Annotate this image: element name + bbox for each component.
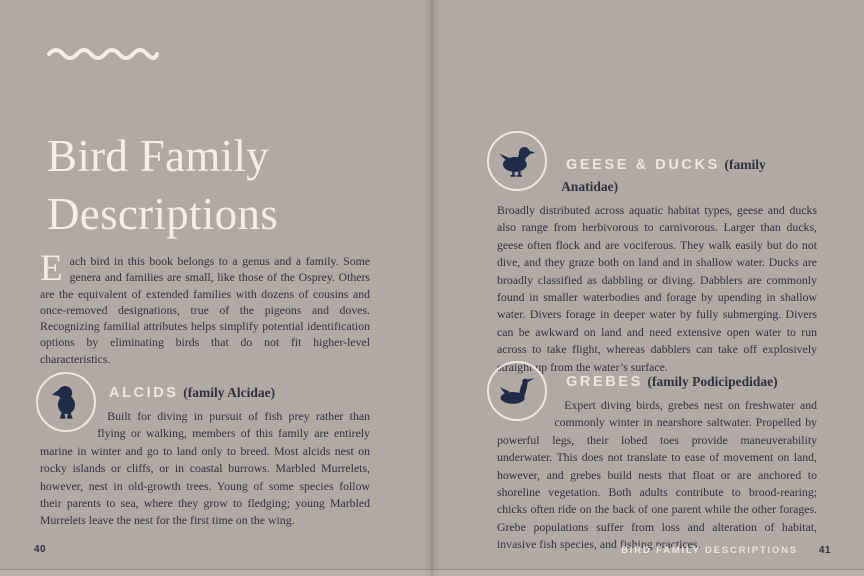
running-footer-title: BIRD FAMILY DESCRIPTIONS xyxy=(621,545,798,556)
grebes-icon-wrap xyxy=(487,361,547,421)
duck-icon xyxy=(487,131,547,191)
page-number-left: 40 xyxy=(34,544,47,555)
intro-paragraph xyxy=(40,248,370,367)
section-name: GEESE & DUCKS xyxy=(566,157,720,173)
page-bottom-highlight xyxy=(0,570,864,576)
alcids-icon-wrap xyxy=(36,372,96,432)
geese-ducks-body: Broadly distributed across aquatic habitat types, geese and ducks also range from herbivorous to carnivorous. Larger than ducks, geese often flock and are vociferous. They walk easily but do not dive, and they graze both on land and in shallow water. Ducks are broadly classified as dabbling or diving. Dabblers are commonly found in smaller waterbodies and forage by upending in shallow water. Divers forage in deeper water by fully submerging. Divers can be awkward on land and need extensive open water to run across to take flight, whereas dabblers can take off explosively straight up from the water’s surface. xyxy=(497,203,817,374)
page-spine-shadow xyxy=(422,0,442,576)
section-family: (family Anatidae) xyxy=(561,157,766,194)
puffin-icon xyxy=(36,372,96,432)
section-family: (family Alcidae) xyxy=(183,385,276,400)
geese-icon-wrap xyxy=(487,131,547,191)
chapter-intro xyxy=(40,248,370,367)
footer-right xyxy=(621,545,831,556)
page-number-right: 41 xyxy=(818,545,831,556)
intro-text: ach bird in this book belongs to a genus and a family. Some genera and families are small, like those of the Osprey. Others are the equivalent of extended families with dozens of cousins and once-removed designations, true of the pigeons and doves. Recognizing familial attributes helps simplify potential identification options by eliminating birds that do not fit higher-level characteristics. xyxy=(40,254,370,366)
alcids-body: Built for diving in pursuit of fish prey rather than flying or walking, members of this family are entirely marine in winter and go to land only to breed. Most alcids nest on rocky islands or cliffs, or in coastal burrows. Marbled Murrelets, however, nest in old-growth trees. Young of some species follow their parents to sea, where they grow to fledging; young Marbled Murrelets leave the nest for the first time on the wing. xyxy=(40,409,370,528)
wave-ornament-icon xyxy=(46,44,160,67)
section-geese-ducks xyxy=(497,144,817,376)
section-grebes xyxy=(497,361,817,554)
chapter-title-line2: Descriptions xyxy=(47,189,279,239)
chapter-title-line1: Bird Family xyxy=(47,131,270,181)
chapter-title xyxy=(47,127,407,243)
grebe-icon xyxy=(487,361,547,421)
section-family: (family Podicipedidae) xyxy=(647,374,778,389)
section-name: ALCIDS xyxy=(109,385,179,401)
grebes-body: Expert diving birds, grebes nest on freshwater and commonly winter in nearshore saltwater. Propelled by powerful legs, their lobed toes provide maneuverability underwater. This does not translate to ease of movement on land, however, and grebes build nests that float or are anchored to shoreline vegetation. Both adults contribute to brood-rearing; chicks often ride on the back of one parent while the other forages. Grebe populations suffer from loss and alteration of habitat, invasive fish species, and fishing practices. xyxy=(497,398,817,552)
section-alcids xyxy=(40,372,370,530)
dropcap-letter: E xyxy=(40,248,63,289)
section-name: GREBES xyxy=(566,374,643,390)
